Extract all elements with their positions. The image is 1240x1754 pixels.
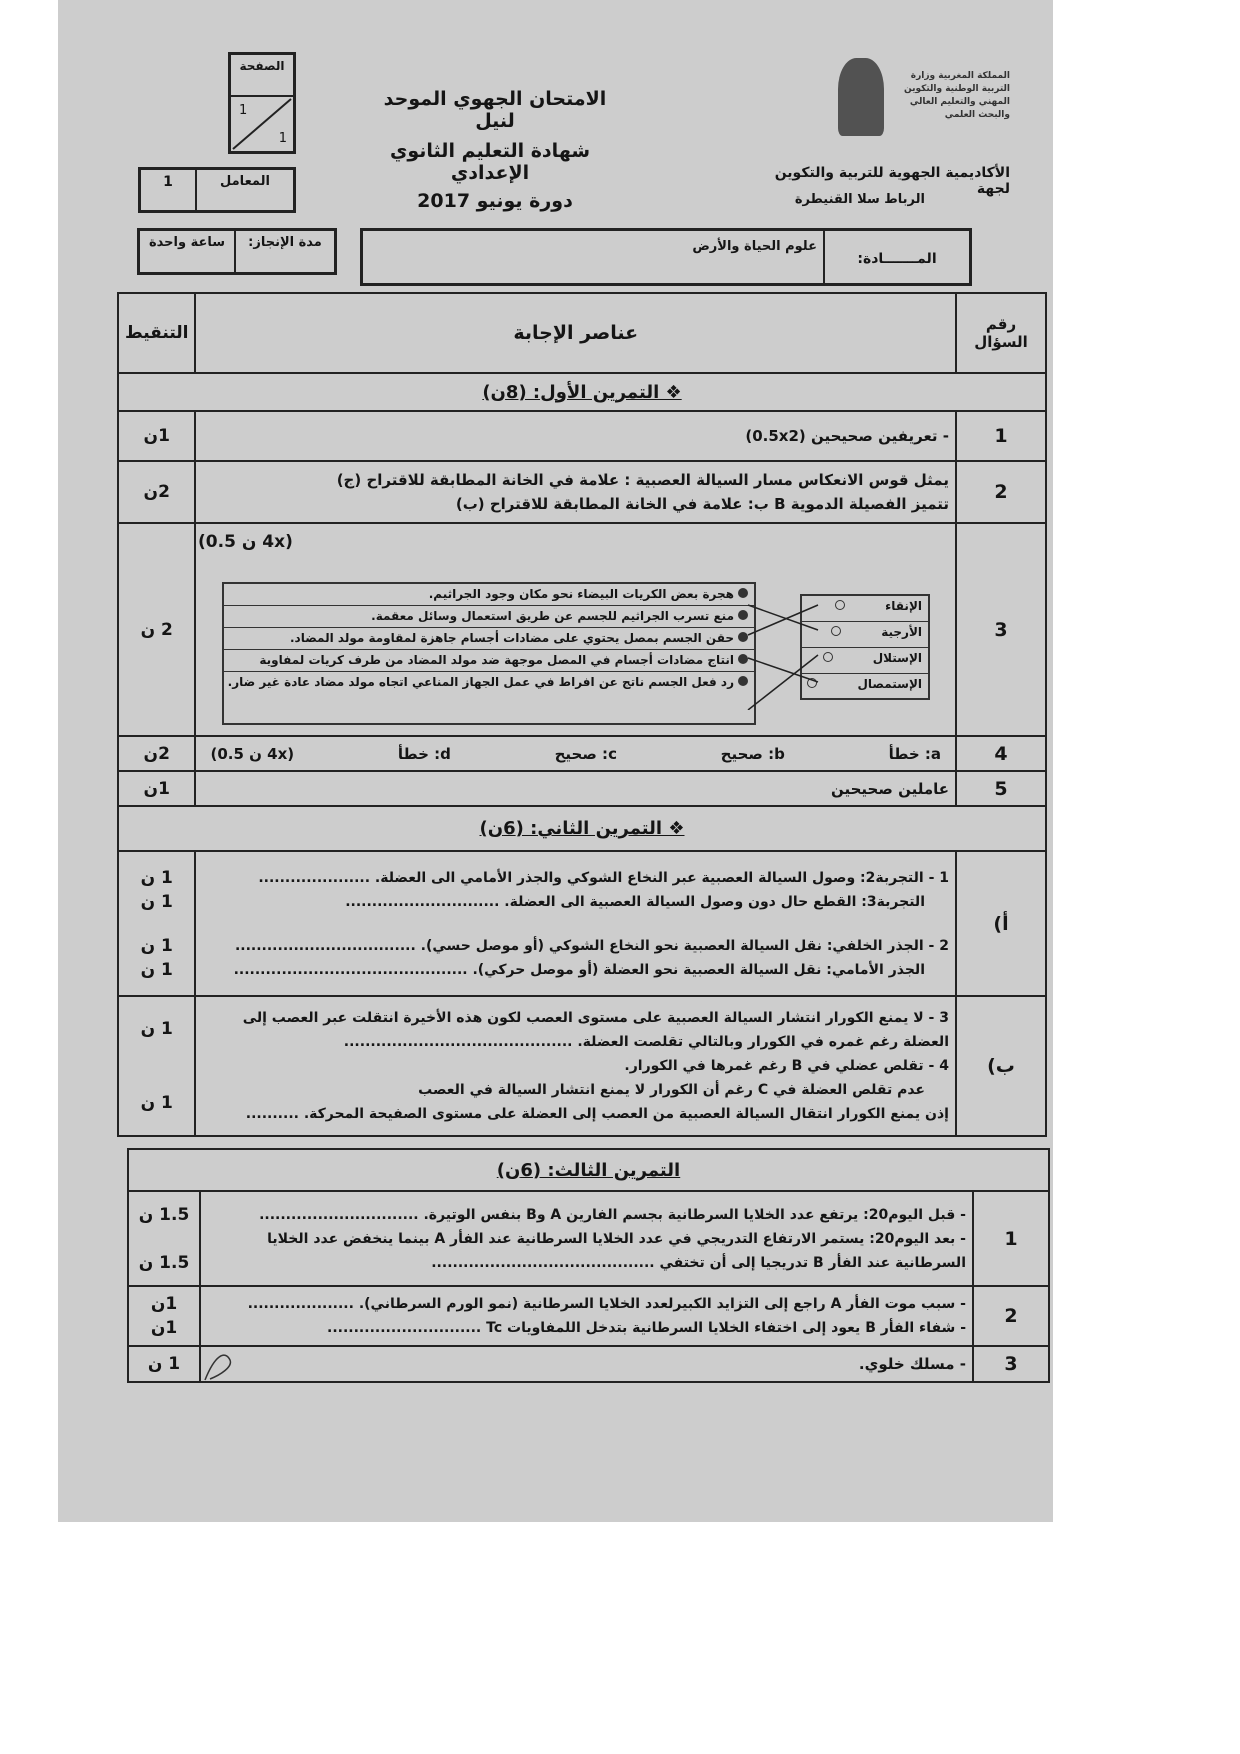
question-number: 1 bbox=[973, 1191, 1049, 1286]
grading-value: 1ن bbox=[150, 1294, 178, 1314]
grading-note: (4x ن 0.5) bbox=[210, 744, 295, 763]
answer-d: d: خطأ bbox=[397, 744, 451, 763]
page-number: 1 bbox=[239, 103, 248, 118]
answer-text: تتميز الفصيلة الدموية B ب: علامة في الخانة المطابقة للاقتراح (ب) bbox=[455, 495, 949, 513]
circle-icon bbox=[831, 626, 841, 636]
grading-value: 2 ن bbox=[118, 523, 195, 736]
answer-b: b: صحيح bbox=[720, 744, 785, 763]
duration-label: مدة الإنجاز: bbox=[234, 231, 334, 272]
answer-text: يمثل قوس الانعكاس مسار السيالة العصبية : علامة في الخانة المطابقة للاقتراح (ج) bbox=[336, 471, 949, 489]
answer-header: عناصر الإجابة bbox=[195, 293, 956, 373]
matching-term: الإنقاء bbox=[802, 596, 928, 622]
part-label: أ) bbox=[956, 851, 1046, 996]
grading-value: 1 ن bbox=[140, 891, 173, 912]
table-row bbox=[118, 411, 1046, 461]
grading-value: 1 ن bbox=[128, 1346, 200, 1382]
answer-text: السرطانية عند الفأر B تدريجيا إلى أن تختفي .......................................... bbox=[431, 1254, 966, 1271]
question-number: 2 bbox=[956, 461, 1046, 523]
answer-c: c: صحيح bbox=[554, 744, 617, 763]
answer-text: - سبب موت الفأر A راجع إلى التزايد الكبيرلعدد الخلايا السرطانية (نمو الورم السرطاني). .................... bbox=[247, 1296, 966, 1312]
question-number: 3 bbox=[973, 1346, 1049, 1382]
grading-value: 1 ن bbox=[140, 867, 173, 888]
coat-of-arms-logo bbox=[838, 58, 884, 136]
answer-text: الجذر الأمامي: نقل السيالة العصبية نحو العضلة (أو موصل حركي). ............................................ bbox=[233, 961, 925, 978]
question-number: 3 bbox=[956, 523, 1046, 736]
ministry-name: المملكة المغربية وزارة التربية الوطنية والتكوين المهني والتعليم العالي والبحث العلمي bbox=[904, 71, 1010, 120]
grading-value: 1.5 ن bbox=[138, 1204, 190, 1225]
table-row bbox=[118, 461, 1046, 523]
exam-title-2: شهادة التعليم الثانوي الإعدادي bbox=[389, 140, 591, 184]
grading-value: 1 ن bbox=[140, 935, 173, 956]
answer-text: - مسلك خلوي. bbox=[200, 1346, 973, 1382]
matching-right-column bbox=[222, 582, 756, 725]
answer-text: - تعريفين صحيحين (0.5x2) bbox=[195, 411, 956, 461]
page-label: الصفحة bbox=[231, 55, 293, 97]
question-number: 1 bbox=[956, 411, 1046, 461]
answer-a: a: خطأ bbox=[888, 744, 941, 763]
page-box bbox=[228, 52, 296, 154]
table-row bbox=[118, 736, 1046, 771]
grading-value: 1ن bbox=[118, 771, 195, 806]
table-row bbox=[118, 771, 1046, 806]
subject-box bbox=[360, 228, 972, 286]
table-row bbox=[118, 996, 1046, 1136]
answer-text: - قبل اليوم20: يرتفع عدد الخلايا السرطانية بجسم الفارين A وB بنفس الوتيرة. .............................. bbox=[259, 1206, 966, 1223]
grading-value: 2ن bbox=[118, 736, 195, 771]
part-label: ب) bbox=[956, 996, 1046, 1136]
table-header-row bbox=[118, 293, 1046, 373]
exam-title-1: الامتحان الجهوي الموحد لنيل bbox=[383, 88, 607, 132]
table-row bbox=[128, 1286, 1049, 1346]
grading-header: التنقيط bbox=[118, 293, 195, 373]
table-row bbox=[118, 851, 1046, 996]
circle-icon bbox=[835, 600, 845, 610]
answer-text: التجربة3: القطع حال دون وصول السيالة العصبية الى العضلة. ............................. bbox=[345, 893, 925, 910]
grading-note: (4x ن 0.5) bbox=[198, 532, 293, 552]
grading-value: 1.5 ن bbox=[138, 1252, 190, 1273]
matching-term: الإستمصال bbox=[802, 674, 928, 700]
page-total: 1 bbox=[278, 131, 287, 146]
subject-label: المـــــــادة: bbox=[823, 231, 969, 283]
grading-value: 1ن bbox=[150, 1318, 178, 1338]
answer-text: 3 - لا يمنع الكورار انتشار السيالة العصبية على مستوى العصب لكون هذه الأخيرة انتقلت عبر العصب إلى bbox=[242, 1010, 949, 1026]
table-row bbox=[128, 1191, 1049, 1286]
answer-text: 2 - الجذر الخلفي: نقل السيالة العصبية نحو النخاع الشوكي (أو موصل حسي). .................................. bbox=[234, 937, 949, 954]
grading-value: 1 ن bbox=[140, 1093, 173, 1113]
matching-item: حقن الجسم بمصل يحتوي على مضادات أجسام جاهزة لمقاومة مولد المضاد. bbox=[224, 628, 754, 650]
matching-item: هجرة بعض الكريات البيضاء نحو مكان وجود الجراثيم. bbox=[224, 584, 754, 606]
answer-text: العضلة رغم غمره في الكورار وبالتالي تقلصت العضلة. ........................................... bbox=[343, 1034, 949, 1050]
matching-item: انتاج مضادات أجسام في المصل موجهة ضد مولد المضاد من طرف كريات لمفاوية bbox=[224, 650, 754, 672]
exam-session: دورة يونيو 2017 bbox=[417, 190, 573, 212]
answer-table-2 bbox=[127, 1148, 1050, 1383]
matching-term: الأرجية bbox=[802, 622, 928, 648]
matching-arrows bbox=[740, 590, 830, 710]
coef-label: المعامل bbox=[195, 170, 293, 210]
signature-mark bbox=[200, 1345, 240, 1385]
answer-text: إذن يمنع الكورار انتقال السيالة العصبية من العصب إلى العضلة على مستوى الصفيحة المحركة. .......... bbox=[245, 1106, 949, 1122]
grading-value: 2ن bbox=[118, 461, 195, 523]
table-row bbox=[128, 1346, 1049, 1382]
question-number: 2 bbox=[973, 1286, 1049, 1346]
subject-value: علوم الحياة والأرض bbox=[692, 239, 817, 254]
answer-text: 1 - التجربة2: وصول السيالة العصبية عبر النخاع الشوكي والجذر الأمامي الى العضلة. ..................... bbox=[258, 869, 949, 886]
matching-item: رد فعل الجسم ناتج عن افراط في عمل الجهاز المناعي اتجاه مولد مضاد عادة غير ضار. bbox=[224, 672, 754, 694]
grading-value: 1 ن bbox=[140, 959, 173, 980]
grading-value: 1ن bbox=[118, 411, 195, 461]
answer-text: عدم تقلص العضلة في C رغم أن الكورار لا يمنع انتشار السيالة في العصب bbox=[418, 1082, 925, 1098]
duration-value: ساعة واحدة bbox=[148, 235, 226, 250]
question-number: 4 bbox=[956, 736, 1046, 771]
exercise-2-title: ❖ التمرين الثاني: (6ن) bbox=[118, 806, 1046, 851]
question-header: رقم السؤال bbox=[956, 293, 1046, 373]
matching-item: منع تسرب الجراثيم للجسم عن طريق استعمال وسائل معقمة. bbox=[224, 606, 754, 628]
coefficient-box bbox=[138, 167, 296, 213]
exercise-3-title: التمرين الثالث: (6ن) bbox=[128, 1149, 1049, 1191]
exercise-1-title: ❖ التمرين الأول: (8ن) bbox=[118, 373, 1046, 411]
answer-text: 4 - تقلص عضلي في B رغم غمرها في الكورار. bbox=[624, 1058, 949, 1074]
answer-text: - بعد اليوم20: يستمر الارتفاع التدريجي في عدد الخلايا السرطانية عند الفأر A بينما ينخفض عدد الخلايا bbox=[267, 1230, 966, 1247]
answer-text: عاملين صحيحين bbox=[195, 771, 956, 806]
duration-box bbox=[137, 228, 337, 275]
coef-value: 1 bbox=[163, 174, 173, 190]
academy-region: الرباط سلا القنيطرة bbox=[794, 192, 925, 207]
academy-name: الأكاديمية الجهوية للتربية والتكوين لجهة bbox=[774, 165, 1010, 197]
grading-value: 1 ن bbox=[140, 1019, 173, 1039]
question-number: 5 bbox=[956, 771, 1046, 806]
matching-term: الإستلال bbox=[802, 648, 928, 674]
answer-text: - شفاء الفأر B يعود إلى اختفاء الخلايا السرطانية بتدخل اللمفاويات Tc ............................. bbox=[327, 1320, 966, 1336]
